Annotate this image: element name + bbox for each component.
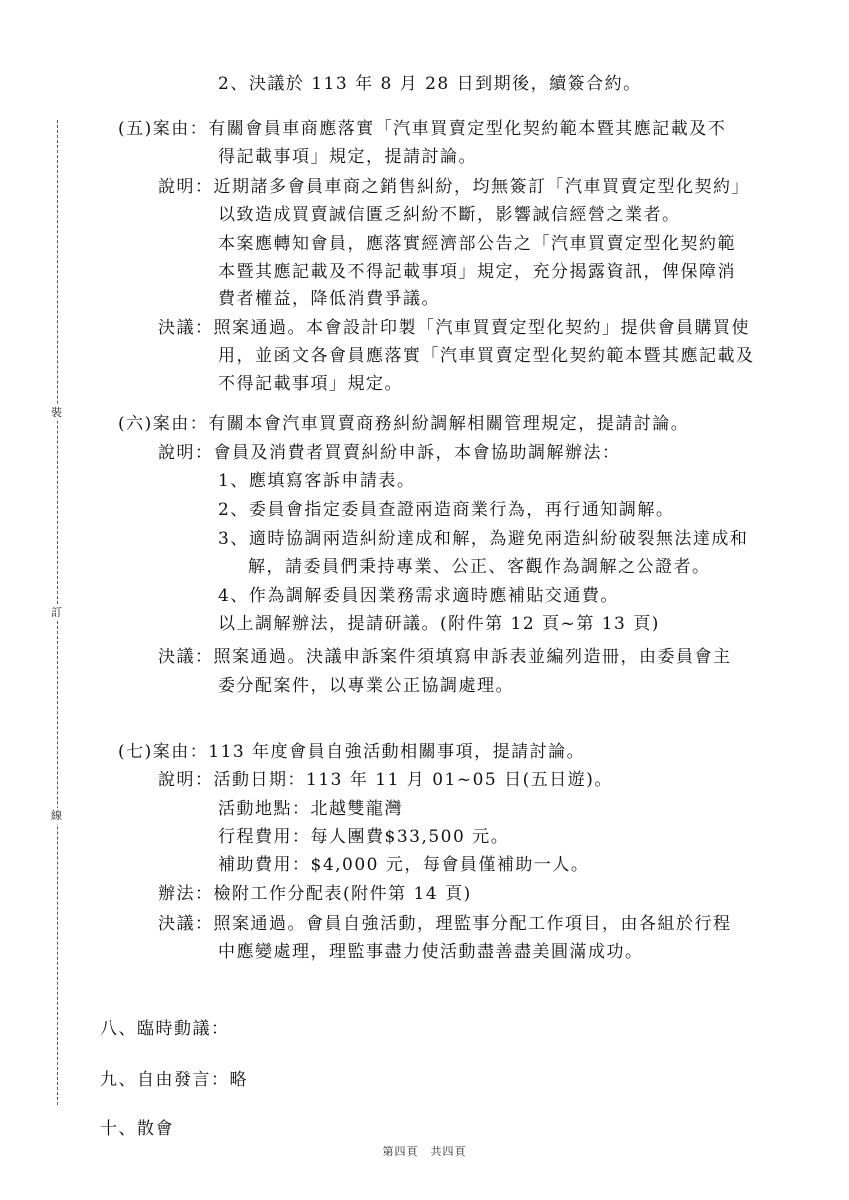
case7-location: 活動地點：北越雙龍灣	[218, 799, 403, 819]
section-extempore-motion: 八、臨時動議：	[100, 1019, 230, 1039]
case7-method: 辦法：檢附工作分配表(附件第 14 頁)	[158, 884, 472, 904]
page-number: 第四頁	[382, 1145, 419, 1158]
case7-resolution-line: 中應變處理，理監事盡力使活動盡善盡美圓滿成功。	[218, 942, 644, 962]
case5-resolution: 決議：照案通過。本會設計印製「汽車買賣定型化契約」提供會員購買使	[158, 318, 750, 338]
case5-title: (五)案由：有關會員車商應落實「汽車買賣定型化契約範本暨其應記載及不	[118, 119, 727, 139]
case5-explanation-line: 本案應轉知會員，應落實經濟部公告之「汽車買賣定型化契約範	[218, 234, 736, 254]
case5-explanation-line: 本暨其應記載及不得記載事項」規定，充分揭露資訊，俾保障消	[218, 262, 736, 282]
case6-list-item: 2、委員會指定委員查證兩造商業行為，再行通知調解。	[218, 500, 675, 520]
case5-resolution-line: 用，並函文各會員應落實「汽車買賣定型化契約範本暨其應記載及	[218, 346, 755, 366]
case6-list-item: 3、適時協調兩造糾紛達成和解，為避免兩造糾紛破裂無法達成和	[218, 529, 749, 549]
case5-explanation: 說明：近期諸多會員車商之銷售糾紛，均無簽訂「汽車買賣定型化契約」	[158, 177, 750, 197]
page-total: 共四頁	[430, 1145, 467, 1158]
case5-title-cont: 得記載事項」規定，提請討論。	[218, 147, 477, 167]
section-adjournment: 十、散會	[100, 1119, 174, 1139]
case6-list-item-cont: 解，請委員們秉持專業、公正、客觀作為調解之公證者。	[248, 557, 711, 577]
case6-list-item: 4、作為調解委員因業務需求適時應補貼交通費。	[218, 586, 619, 606]
binding-mark-ding: 訂	[51, 606, 62, 619]
case6-summary: 以上調解辦法，提請研議。(附件第 12 頁~第 13 頁)	[218, 614, 660, 634]
case7-explanation: 說明：活動日期：113 年 11 月 01~05 日(五日遊)。	[158, 770, 613, 790]
binding-mark-xian: 線	[51, 809, 62, 822]
section-free-speech: 九、自由發言：略	[100, 1070, 248, 1090]
case6-resolution: 決議：照案通過。決議申訴案件須填寫申訴表並編列造冊，由委員會主	[158, 647, 732, 667]
binding-mark-zhuang: 裝	[51, 406, 62, 419]
case6-title: (六)案由：有關本會汽車買賣商務糾紛調解相關管理規定，提請討論。	[118, 414, 690, 434]
case5-resolution-line: 不得記載事項」規定。	[218, 374, 403, 394]
case5-explanation-line: 費者權益，降低消費爭議。	[218, 289, 440, 309]
case7-subsidy: 補助費用：$4,000 元，每會員僅補助一人。	[218, 855, 590, 875]
case6-list-item: 1、應填寫客訴申請表。	[218, 471, 416, 491]
case6-resolution-line: 委分配案件，以專業公正協調處理。	[218, 676, 514, 696]
page-footer	[0, 1143, 849, 1159]
item4-resolution-2: 2、決議於 113 年 8 月 28 日到期後，續簽合約。	[218, 74, 642, 94]
case7-title: (七)案由：113 年度會員自強活動相關事項，提請討論。	[118, 742, 586, 762]
case7-cost: 行程費用：每人團費$33,500 元。	[218, 827, 510, 847]
case6-explanation: 說明：會員及消費者買賣糾紛申訴，本會協助調解辦法：	[158, 443, 621, 463]
case7-resolution: 決議：照案通過。會員自強活動，理監事分配工作項目，由各組於行程	[158, 914, 732, 934]
case5-explanation-line: 以致造成買賣誠信匱乏糾紛不斷，影響誠信經營之業者。	[218, 205, 681, 225]
